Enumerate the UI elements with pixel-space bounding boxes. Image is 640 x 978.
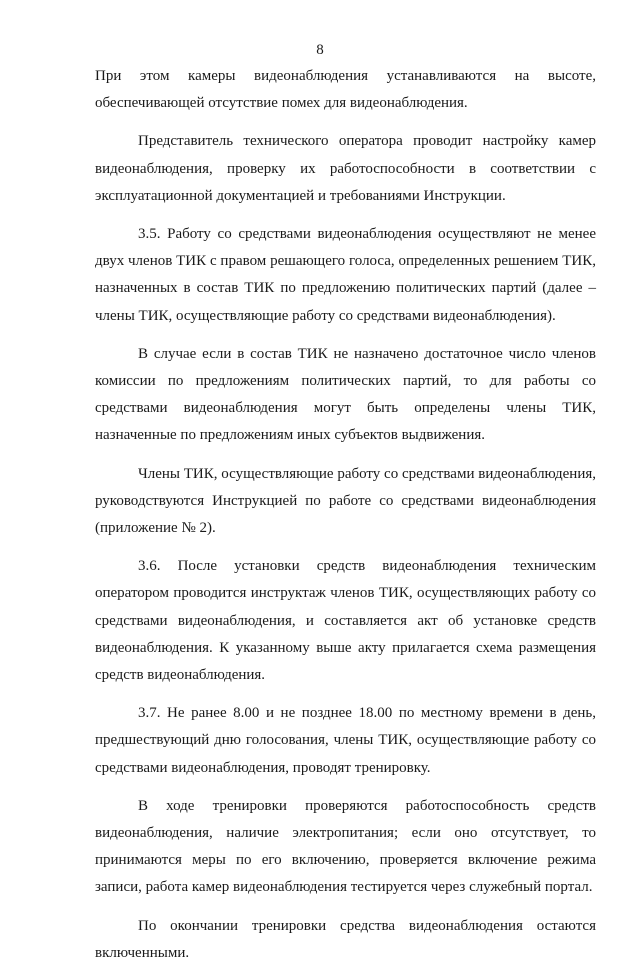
- paragraph-instruction-reference: Члены ТИК, осуществляющие работу со средствами видеонаблюдения, руководствуются Инструкцией по работе со средствами видеонаблюдения (приложение № 2).: [95, 465, 596, 537]
- paragraph-training-checks: В ходе тренировки проверяются работоспособность средств видеонаблюдения, наличие электропитания; если оно отсутствует, то принимаются меры по его включению, проверяется включение режима записи, работа камер видеонаблюдения тестируется через служебный портал.: [95, 797, 596, 896]
- document-body: [95, 63, 596, 978]
- paragraph-section-3-6: 3.6. После установки средств видеонаблюдения техническим оператором проводится инструктаж членов ТИК, осуществляющих работу со средствами видеонаблюдения, и составляется акт об установке средств видеонаблюдения. К указанному выше акту прилагается схема размещения средств видеонаблюдения.: [95, 558, 596, 684]
- paragraph-section-3-5: 3.5. Работу со средствами видеонаблюдения осуществляют не менее двух членов ТИК с правом решающего голоса, определенных решением ТИК, назначенных в состав ТИК по предложению политических партий (далее – члены ТИК, осуществляющие работу со средствами видеонаблюдения).: [95, 226, 596, 324]
- paragraph-insufficient-members: В случае если в состав ТИК не назначено достаточное число членов комиссии по предложениям политических партий, то для работы со средствами видеонаблюдения могут быть определены члены ТИК, назначенные по предложениям иных субъектов выдвижения.: [95, 345, 596, 444]
- paragraph-training-end: По окончании тренировки средства видеонаблюдения остаются включенными.: [95, 917, 596, 961]
- paragraph-section-3-7: 3.7. Не ранее 8.00 и не позднее 18.00 по местному времени в день, предшествующий дню голосования, члены ТИК, осуществляющие работу со средствами видеонаблюдения, проводят тренировку.: [95, 705, 596, 776]
- paragraph-camera-height: При этом камеры видеонаблюдения устанавливаются на высоте, обеспечивающей отсутствие помех для видеонаблюдения.: [95, 68, 596, 112]
- paragraph-operator-setup: Представитель технического оператора проводит настройку камер видеонаблюдения, проверку их работоспособности в соответствии с эксплуатационной документацией и требованиями Инструкции.: [95, 133, 596, 204]
- page-number: 8: [316, 42, 324, 58]
